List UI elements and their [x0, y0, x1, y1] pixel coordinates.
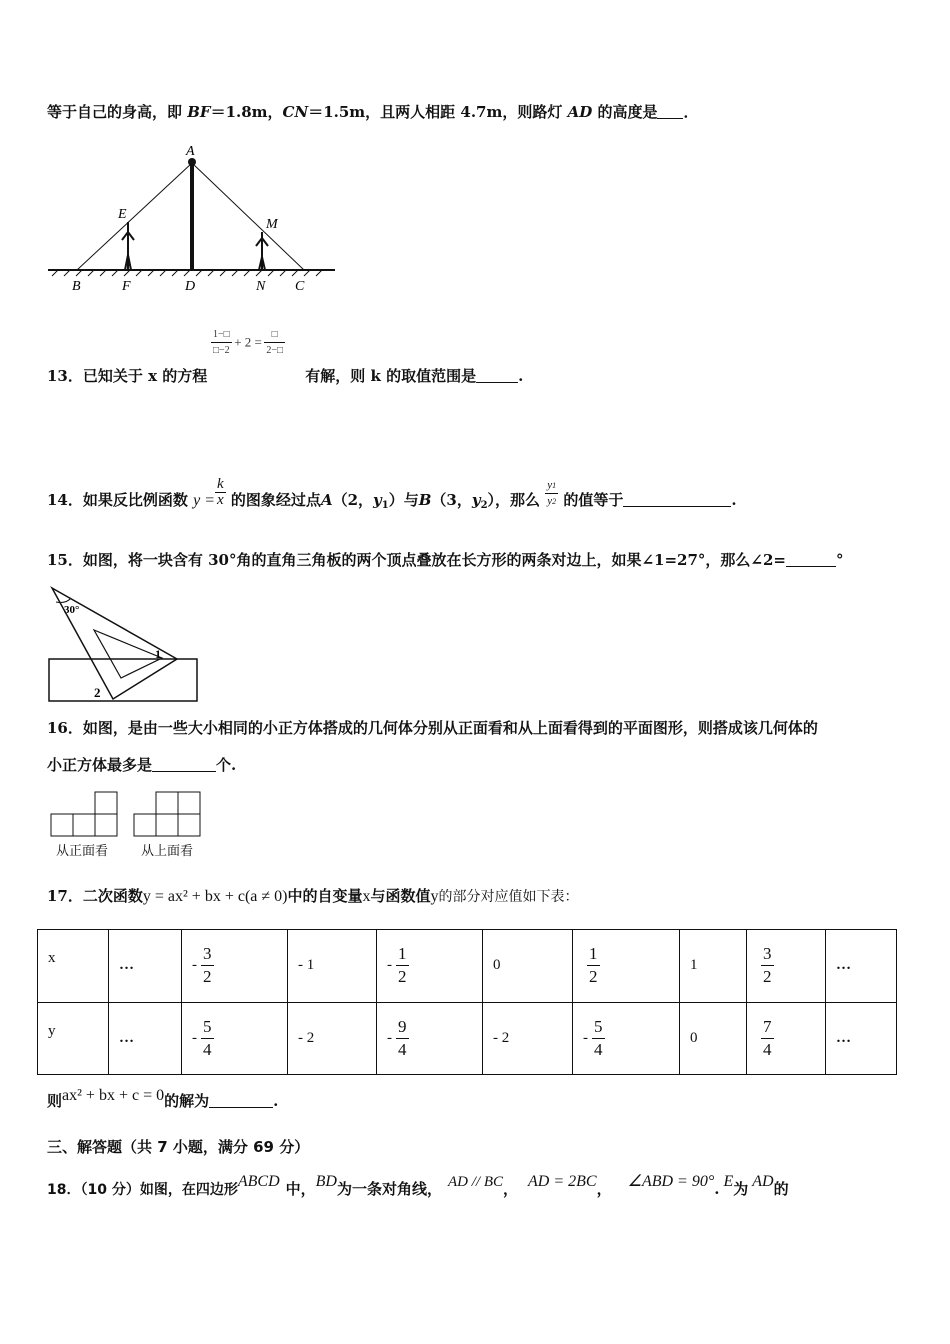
q15-text: 15．如图，将一块含有 30°角的直角三角板的两个顶点叠放在长方形的两条对边上，如果∠1=27°，那么∠2= ° — [47, 551, 844, 569]
label-n: N — [256, 279, 266, 294]
answer-blank — [786, 552, 836, 567]
table-row-label: x — [38, 930, 109, 1003]
table-cell: - $\frac{3}{2}$ — [182, 930, 288, 1003]
table-cell: - 2 — [483, 1002, 573, 1075]
label-c: C — [295, 279, 305, 294]
answer-blank — [623, 492, 731, 507]
table-cell: $\frac{1}{2}$ — [573, 930, 680, 1003]
value-table — [37, 929, 897, 1075]
table-cell: 0 — [680, 1002, 747, 1075]
table-cell: … — [109, 1002, 182, 1075]
answer-blank — [209, 1093, 273, 1108]
label-d: D — [185, 279, 196, 294]
set-square-inner — [94, 630, 162, 678]
table-row-label: y — [38, 1002, 109, 1075]
lamp — [188, 158, 196, 166]
q17-after-text: 则ax² + bx + c = 0的解为 . — [47, 1087, 279, 1110]
table-cell: - 1 — [288, 930, 377, 1003]
q17-text: 17．二次函数y = ax² + bx + c(a ≠ 0)中的自变量x与函数值y的部分对应值如下表： — [47, 887, 579, 905]
caption-front-view: 从正面看 — [56, 844, 109, 859]
answer-blank — [476, 368, 518, 383]
rectangle — [49, 659, 197, 701]
table-cell: $\frac{3}{2}$ — [747, 930, 826, 1003]
table-cell: 1 — [680, 930, 747, 1003]
q12-text: 等于自己的身高，即 BF＝1.8m，CN＝1.5m，且两人相距 4.7m，则路灯 AD 的高度是 ． — [47, 103, 699, 121]
angle-30-label: 30° — [64, 604, 80, 616]
angle-2-label: 2 — [94, 685, 101, 700]
table-row-x — [38, 930, 897, 1003]
table-cell: - $\frac{5}{4}$ — [573, 1002, 680, 1075]
table-cell: - $\frac{9}{4}$ — [377, 1002, 483, 1075]
person-ef — [122, 222, 134, 270]
q16-line2: 小正方体最多是 个. — [47, 756, 237, 774]
triangle-ruler-figure — [44, 582, 204, 707]
table-cell: … — [826, 1002, 897, 1075]
q18-text: 18．（10 分）如图，在四边形ABCD 中，BD为一条对角线， AD // BC， AD = 2BC， ∠ABD = 90°. E为 AD的 — [47, 1173, 789, 1198]
q16-line1: 16．如图，是由一些大小相同的小正方体搭成的几何体分别从正面看和从上面看得到的平面图形，则搭成该几何体的 — [47, 719, 818, 737]
table-cell: 0 — [483, 930, 573, 1003]
answer-blank — [152, 757, 216, 772]
table-cell: $\frac{7}{4}$ — [747, 1002, 826, 1075]
angle-1-label: 1 — [155, 647, 161, 661]
label-m: M — [266, 217, 278, 232]
caption-top-view: 从上面看 — [141, 844, 194, 859]
q13-equation: $\frac{1-□}{□-2}$ + 2 = $\frac{□}{2-□}$ — [213, 329, 284, 356]
answer-blank — [657, 104, 683, 119]
table-cell: … — [109, 930, 182, 1003]
person-mn — [256, 232, 268, 270]
streetlight-figure — [40, 140, 350, 300]
section-title: 三、解答题（共 7 小题，满分 69 分） — [47, 1138, 310, 1156]
table-cell: - 2 — [288, 1002, 377, 1075]
light-ray-right — [192, 163, 304, 270]
table-cell: - $\frac{5}{4}$ — [182, 1002, 288, 1075]
q14-text: 14．如果反比例函数 y = $\frac{k}{x}$ 的图象经过点A（2，$y_1$）与B（3，$y_2$），那么 $\frac{y1}{y2}$ 的值等于 . — [47, 475, 737, 511]
label-b: B — [72, 279, 81, 294]
table-cell: - $\frac{1}{2}$ — [377, 930, 483, 1003]
top-view-figure — [133, 790, 205, 838]
table-row-y — [38, 1002, 897, 1075]
label-f: F — [122, 279, 131, 294]
front-view-figure — [50, 790, 122, 838]
q13-text: 13．已知关于 x 的方程 有解，则 k 的取值范围是 . — [47, 367, 524, 385]
label-e: E — [118, 207, 127, 222]
light-ray-left — [77, 163, 192, 270]
table-cell: … — [826, 930, 897, 1003]
label-a: A — [186, 144, 195, 159]
